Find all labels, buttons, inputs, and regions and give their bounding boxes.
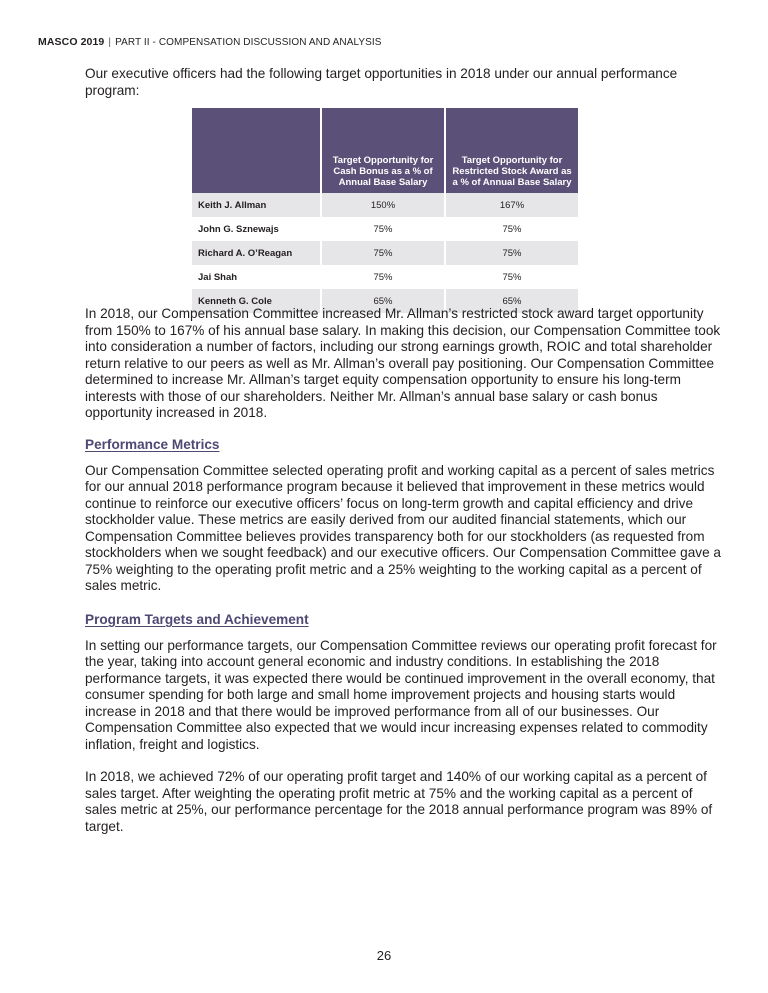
paragraph-text: In setting our performance targets, our Compensation Committee reviews our operating profit forecast for the year, taking into account general economic and industry conditions. In establishing the 2018 performance targets, it was expected there would be continued improvement in the overall economy, that consumer spending for both large and small home improvement projects and housing starts would increase in 2018 and that there would be improved performance from all of our businesses. Our Compensation Committee also expected that we would incur increasing expenses related to commodity inflation, freight and logistics. (85, 637, 717, 752)
brand: MASCO 2019 (38, 36, 105, 48)
table-row (192, 265, 578, 289)
intro-paragraph (85, 66, 725, 99)
header-separator: | (108, 37, 112, 48)
cash-bonus-value: 150% (320, 193, 444, 217)
performance-metrics-section (85, 437, 725, 595)
executive-name: Richard A. O’Reagan (192, 241, 320, 265)
table-row (192, 241, 578, 265)
stock-award-value: 75% (444, 265, 578, 289)
executive-name: John G. Sznewajs (198, 223, 279, 235)
section-title: PART II - COMPENSATION DISCUSSION AND ANALYSIS (115, 37, 382, 48)
stock-award-value: 75% (444, 241, 578, 265)
stock-award-value: 167% (444, 193, 578, 217)
paragraph-text: Our Compensation Committee selected operating profit and working capital as a percent of sales metrics for our annual 2018 performance program because it believed that improvement in these metrics would continue to reinforce our executive officers’ focus on long-term growth and capital efficiency and drive stockholder value. These metrics are easily derived from our audited financial statements, which our Compensation Committee believes provides transparency both for our stockholders (as requested from stockholders when we sought feedback) and our executive officers. Our Compensation Committee gave a 75% weighting to the operating profit metric and a 25% weighting to the working capital as a percent of sales metric. (85, 462, 721, 593)
column-header-stock-award: Target Opportunity for Restricted Stock Award as a % of Annual Base Salary (444, 108, 578, 193)
paragraph-text: In 2018, our Compensation Committee increased Mr. Allman’s restricted stock award target opportunity from 150% to 167% of his annual base salary. In making this decision, our Compensation Committee took into consideration a number of factors, including our strong earnings growth, ROIC and total shareholder return relative to our peers as well as Mr. Allman’s overall pay positioning. Our Compensation Committee determined to increase Mr. Allman’s target equity compensation opportunity to ensure his long-term interests with those of our shareholders. Neither Mr. Allman’s annual base salary or cash bonus opportunity increased in 2018. (85, 306, 721, 420)
column-header-cash-bonus: Target Opportunity for Cash Bonus as a % of Annual Base Salary (320, 108, 444, 193)
page-number: 26 (376, 948, 392, 963)
running-header (38, 36, 382, 48)
cash-bonus-value: 75% (320, 241, 444, 265)
column-header-name (192, 108, 320, 193)
executive-name: Jai Shah (198, 271, 238, 283)
cash-bonus-value: 65% (320, 289, 444, 313)
cash-bonus-value: 75% (320, 217, 444, 241)
executive-name: Keith J. Allman (192, 193, 320, 217)
section-heading: Program Targets and Achievement (85, 612, 309, 627)
cash-bonus-value: 75% (320, 265, 444, 289)
section-heading: Performance Metrics (85, 437, 220, 452)
target-opportunities-table (192, 108, 578, 313)
table-row (192, 193, 578, 217)
stock-award-value: 65% (444, 289, 578, 313)
program-targets-section (85, 612, 725, 835)
table-row (192, 217, 578, 241)
intro-text: Our executive officers had the following target opportunities in 2018 under our annual performance program: (85, 66, 678, 98)
stock-award-value: 75% (444, 217, 578, 241)
executive-name: Kenneth G. Cole (192, 289, 320, 313)
paragraph-text: In 2018, we achieved 72% of our operating profit target and 140% of our working capital as a percent of sales target. After weighting the operating profit metric at 75% and the working capital as a percent of sales metric at 25%, our performance percentage for the 2018 annual performance program was 89% of target. (85, 769, 713, 834)
allman-paragraph (85, 306, 725, 422)
